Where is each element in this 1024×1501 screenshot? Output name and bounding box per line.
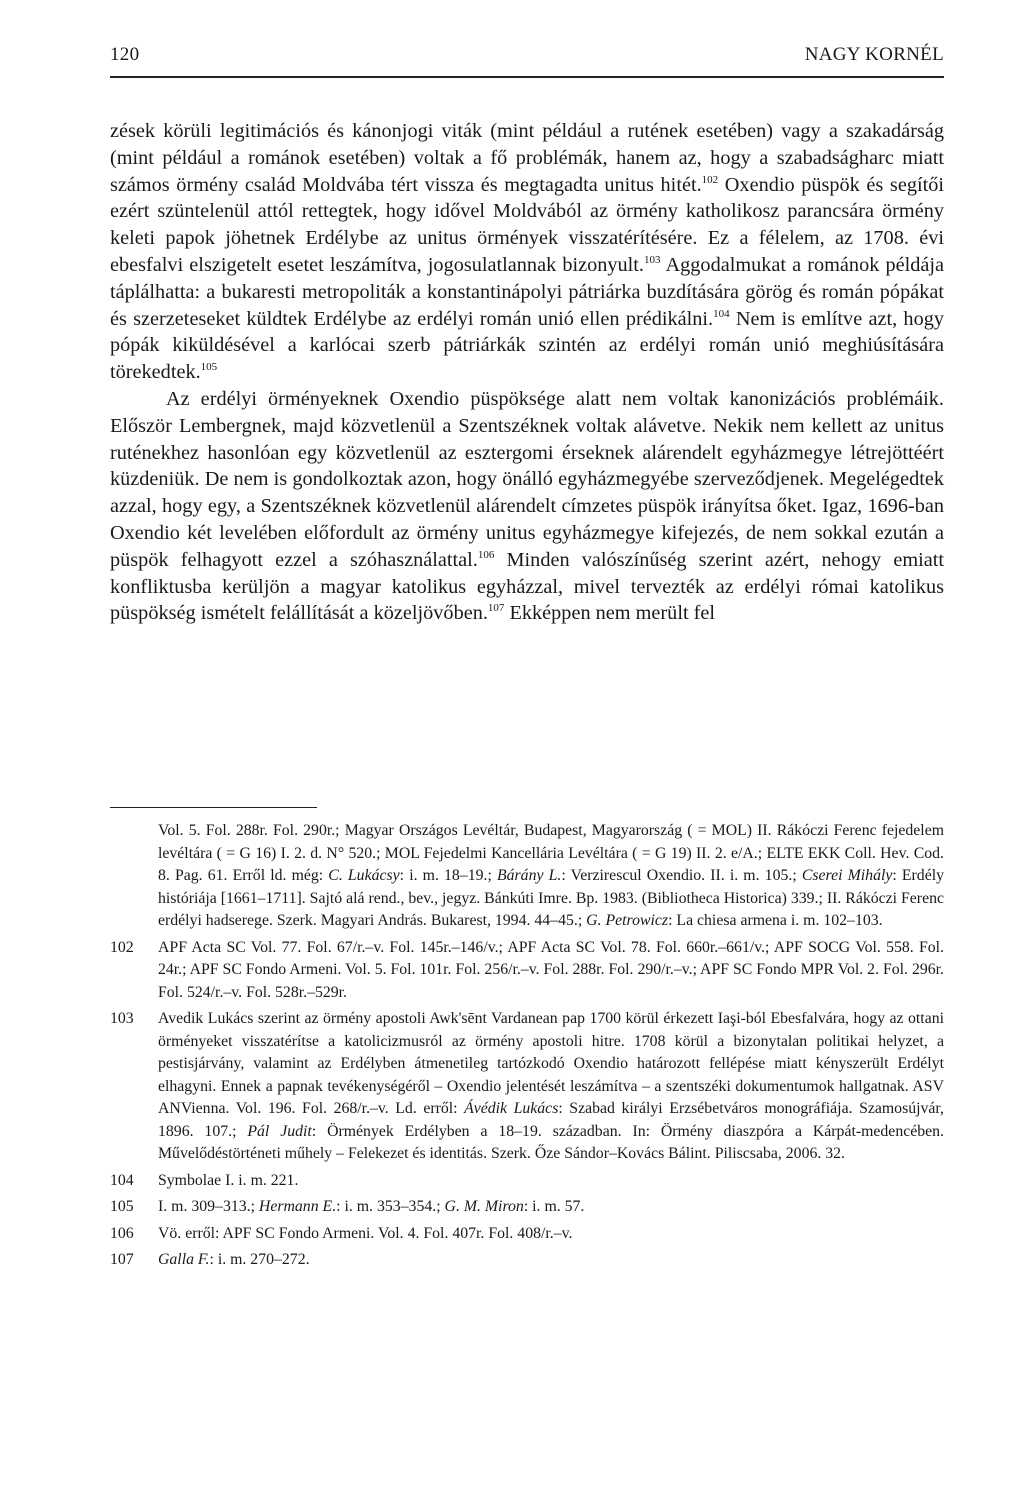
paragraph-text: Aggodalmukat a románok példája táplálhatta: a bukaresti metropoliták a konstantinápolyi pátriárka buzdítására görög és román pópákat és szerzeteseket küldtek Erdélybe az erdélyi román unió ellen prédikálni.	[110, 253, 945, 330]
paragraph-text: Oxendio püspök és segítői ezért szüntelenül attól rettegtek, hogy idővel Moldvából az örmény katholikosz parancsára örmény keleti papok jöhetnek Erdélybe az unitus örmények visszatérítésére. Ez a félelem, az 1708. évi ebesfalvi elszigetelt esetet leszámítva, jogosulatlannak bizonyult.	[110, 173, 945, 276]
footnote-102	[110, 937, 944, 1005]
footnote-ref-104[interactable]: 104	[713, 307, 730, 320]
paragraph-text: zések körüli legitimációs és kánonjogi viták (mint például a rutének esetében) vagy a szakadárság (mint például a románok esetében) voltak a fő problémák, hanem az, hogy a szabadságharc miatt számos örmény család Moldvába tért vissza és megtagadta unitus hitét.	[110, 120, 944, 196]
footnote-ref-107[interactable]: 107	[487, 602, 505, 615]
page-number: 120	[110, 44, 140, 65]
footnote-text: APF Acta SC Vol. 77. Fol. 67/r.–v. Fol. 145r.–146/v.; APF Acta SC Vol. 78. Fol. 660r.–661/v.; APF SOCG Vol. 558. Fol. 24r.; APF SC Fondo Armeni. Vol. 5. Fol. 101r. Fol. 256/r.–v. Fol. 288r. Fol. 290/r.–v.; APF SC Fondo MPR Vol. 2. Fol. 296r. Fol. 524/r.–v. Fol. 528r.–529r.	[158, 938, 944, 1001]
footnote-text: Vol. 5. Fol. 288r. Fol. 290r.; Magyar Országos Levéltár, Budapest, Magyarország ( = MOL) II. Rákóczi Ferenc fejedelem levéltára ( = G 16) I. 2. d. N° 520.; MOL Fejedelmi Kancellária Levéltára ( = G 19) II. 2. e/A.; ELTE EKK Coll. Hev. Cod. 8. Pag. 61. Erről ld. még: C. Lukácsy: i. m. 18–19.; Bárány L.: Verzirescul Oxendio. II. i. m. 105.; Cserei Mihály: Erdély históriája [1661–1711]. Sajtó alá rend., bev., jegyz. Bánkúti Imre. Bp. 1983. (Bibliotheca Historica) 339.; II. Rákóczi Ferenc erdélyi hadserege. Szerk. Magyari András. Bukarest, 1994. 44–45.; G. Petrowicz: La chiesa armena i. m. 102–103.	[158, 822, 944, 929]
paragraph-text: Ekképpen nem merült fel	[504, 602, 716, 625]
main-text	[110, 118, 944, 627]
footnote-text: Galla F.: i. m. 270–272.	[158, 1251, 310, 1268]
footnote-104	[110, 1170, 944, 1193]
header-rule	[110, 76, 944, 78]
footnote-text: I. m. 309–313.; Hermann E.: i. m. 353–354.; G. M. Miron: i. m. 57.	[158, 1198, 585, 1215]
footnote-106	[110, 1223, 944, 1246]
footnote-105	[110, 1196, 944, 1219]
footnote-number: 104	[110, 1171, 134, 1189]
footnote-ref-105[interactable]: 105	[200, 361, 218, 374]
paragraph-2	[110, 386, 944, 627]
paragraph-text: Minden valószínűség szerint azért, nehogy emiatt konfliktusba kerüljön a magyar katolikus egyházzal, mivel tervezték az erdélyi római katolikus püspökség ismételt felállítását a közeljövőben.	[110, 548, 944, 625]
footnote-number: 103	[110, 1010, 134, 1027]
footnote-number: 102	[110, 938, 134, 956]
footnote-number: 107	[110, 1251, 134, 1268]
footnote-number: 106	[110, 1224, 134, 1242]
footnote-ref-102[interactable]: 102	[701, 173, 719, 186]
footnotes	[110, 820, 944, 1276]
footnote-number: 105	[110, 1198, 134, 1215]
footnote-107	[110, 1249, 944, 1272]
paragraph-text: Nem is említve azt, hogy pópák kiküldésével a karlócai szerb pátriárkák szintén az erdélyi román unió meghiúsítására törekedtek.	[110, 307, 944, 384]
footnote-text: Avedik Lukács szerint az örmény apostoli Awk'sēnt Vardanean pap 1700 körül érkezett Iaşi-ból Ebesfalvára, hogy az ottani örményeket visszatérítse a katolicizmusról az örmény apostoli hitre. 1708 körül a bizonytalan politikai helyzet, a pestisjárvány, valamint az Erdélyben átmenetileg tartózkodó Oxendio határozott fellépése miatt kényszerült Erdélyt elhagyni. Ennek a papnak tevékenységéről – Oxendio jelentését leszámítva – a szentszéki dokumentumok hallgatnak. ASV ANVienna. Vol. 196. Fol. 268/r.–v. Ld. erről: Ávédik Lukács: Szabad királyi Erzsébetváros monográfiája. Szamosújvár, 1896. 107.; Pál Judit: Örmények Erdélyben a 18–19. században. In: Örmény diaszpóra a Kárpát-medencében. Művelődéstörténeti műhely – Felekezet és identitás. Szerk. Őze Sándor–Kovács Bálint. Piliscsaba, 2006. 32.	[158, 1010, 944, 1162]
footnote-rule	[110, 807, 317, 808]
footnote-ref-106[interactable]: 106	[477, 548, 495, 561]
footnote-103	[110, 1008, 944, 1166]
paragraph-1	[110, 118, 944, 386]
running-header	[110, 44, 944, 66]
footnote-continued	[110, 820, 944, 933]
footnote-ref-103[interactable]: 103	[644, 253, 661, 266]
footnote-text: Symbolae I. i. m. 221.	[158, 1171, 299, 1189]
running-title: NAGY KORNÉL	[804, 44, 944, 65]
paragraph-text: Az erdélyi örményeknek Oxendio püspöksége alatt nem voltak kanonizációs problémáik. Először Lembergnek, majd közvetlenül a Szentszéknek voltak alávetve. Nekik nem kellett az unitus ruténekhez hasonlóan egy közvetlenül az esztergomi érseknek alárendelt egyházmegye létrejöttéért küzdeniük. De nem is gondolkoztak azon, hogy önálló egyházmegyébe szerveződjenek. Megelégedtek azzal, hogy egy, a Szentszéknek közvetlenül alárendelt címzetes püspök irányítsa őket. Igaz, 1696-ban Oxendio két levelében előfordult az örmény unitus egyházmegye kifejezés, de nem sokkal ezután a püspök felhagyott ezzel a szóhasználattal.	[110, 387, 944, 571]
footnote-number	[110, 820, 158, 933]
footnote-text: Vö. erről: APF SC Fondo Armeni. Vol. 4. Fol. 407r. Fol. 408/r.–v.	[158, 1224, 573, 1242]
